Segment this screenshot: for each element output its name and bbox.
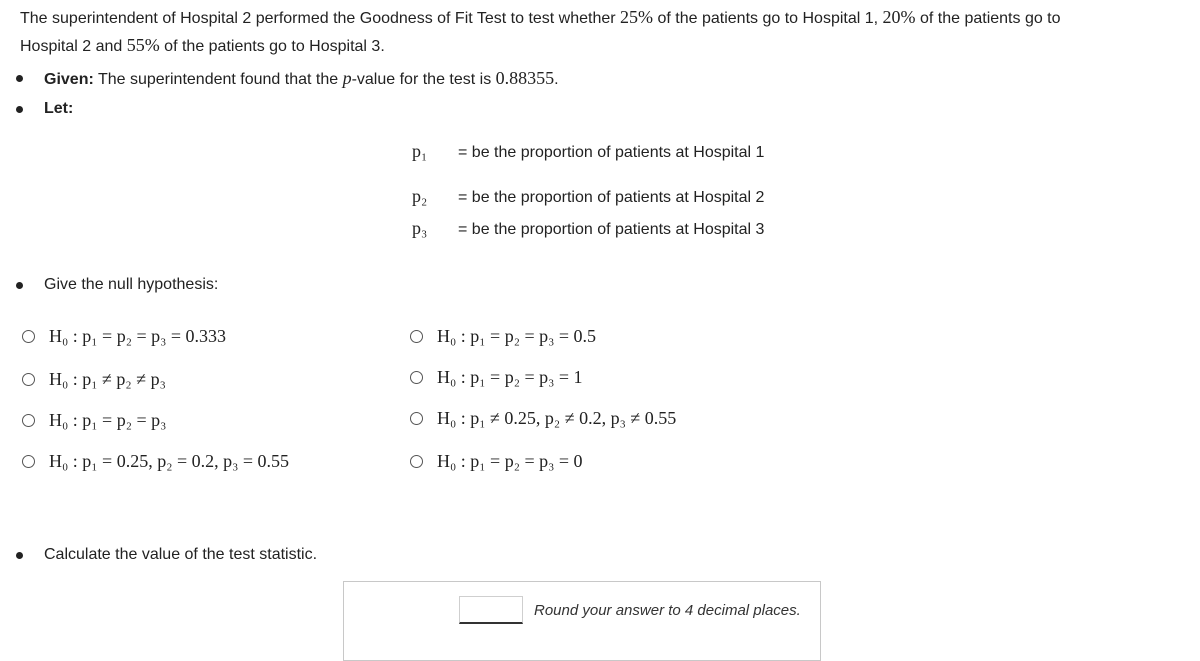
radio-button[interactable] [410, 330, 423, 343]
definition-symbol: p₃ [412, 218, 428, 238]
intro-text-5: of the patients go to Hospital 3. [159, 38, 385, 55]
radio-button[interactable] [22, 414, 35, 427]
definition-p3 [412, 218, 764, 239]
option-left-4[interactable] [22, 451, 289, 472]
test-statistic-input[interactable] [459, 596, 523, 624]
radio-button[interactable] [22, 455, 35, 468]
option-label: H₀ : p₁ = p₂ = p₃ = 0.333 [49, 326, 227, 346]
option-label: H₀ : p₁ ≠ p₂ ≠ p₃ [49, 369, 166, 389]
intro-percent-2: 20% [882, 7, 916, 27]
calc-prompt-bullet [16, 546, 1166, 564]
bullet-dot [16, 106, 23, 113]
given-text-after: -value for the test is [351, 71, 496, 88]
definition-text: = be the proportion of patients at Hospital 1 [458, 144, 765, 161]
radio-button[interactable] [410, 371, 423, 384]
radio-button[interactable] [22, 373, 35, 386]
given-text: The superintendent found that the [93, 71, 343, 88]
option-right-3[interactable] [410, 408, 676, 429]
null-prompt: Give the null hypothesis: [44, 276, 219, 293]
bullet-dot [16, 552, 23, 559]
intro-text-3: of the patients go to [915, 10, 1061, 27]
answer-panel [343, 581, 821, 661]
option-right-4[interactable] [410, 451, 583, 472]
given-period: . [554, 71, 559, 88]
option-right-1[interactable] [410, 326, 596, 347]
option-left-2[interactable] [22, 369, 166, 390]
definition-text: = be the proportion of patients at Hospital 3 [458, 221, 765, 238]
option-right-2[interactable] [410, 367, 583, 388]
null-prompt-bullet [16, 276, 1166, 294]
definition-symbol: p₂ [412, 186, 428, 206]
let-label: Let: [44, 100, 74, 117]
definition-symbol: p₁ [412, 141, 428, 161]
definition-p1 [412, 141, 764, 162]
definition-text: = be the proportion of patients at Hospital 2 [458, 189, 765, 206]
option-label: H₀ : p₁ = 0.25, p₂ = 0.2, p₃ = 0.55 [49, 451, 290, 471]
intro-text-1: The superintendent of Hospital 2 performed the Goodness of Fit Test to test whether [20, 10, 621, 27]
p-value: 0.88355 [495, 68, 555, 88]
intro-text-2: of the patients go to Hospital 1, [653, 10, 883, 27]
let-bullet [16, 100, 1166, 118]
intro-text-4: Hospital 2 and [20, 38, 127, 55]
given-bullet [16, 68, 1166, 89]
p-symbol: p [342, 68, 352, 88]
option-label: H₀ : p₁ ≠ 0.25, p₂ ≠ 0.2, p₃ ≠ 0.55 [437, 408, 677, 428]
bullet-dot [16, 75, 23, 82]
calc-prompt: Calculate the value of the test statistic. [44, 546, 318, 563]
intro-percent-1: 25% [620, 7, 654, 27]
option-label: H₀ : p₁ = p₂ = p₃ = 1 [437, 367, 583, 387]
bullet-dot [16, 282, 23, 289]
radio-button[interactable] [410, 455, 423, 468]
definition-p2 [412, 186, 764, 207]
radio-button[interactable] [410, 412, 423, 425]
option-left-1[interactable] [22, 326, 226, 347]
option-label: H₀ : p₁ = p₂ = p₃ = 0 [437, 451, 583, 471]
option-label: H₀ : p₁ = p₂ = p₃ [49, 410, 167, 430]
rounding-hint: Round your answer to 4 decimal places. [534, 602, 801, 619]
given-label: Given: [44, 71, 94, 88]
option-left-3[interactable] [22, 410, 166, 431]
option-label: H₀ : p₁ = p₂ = p₃ = 0.5 [437, 326, 597, 346]
intro-percent-3: 55% [126, 35, 160, 55]
radio-button[interactable] [22, 330, 35, 343]
problem-statement [20, 4, 1170, 60]
